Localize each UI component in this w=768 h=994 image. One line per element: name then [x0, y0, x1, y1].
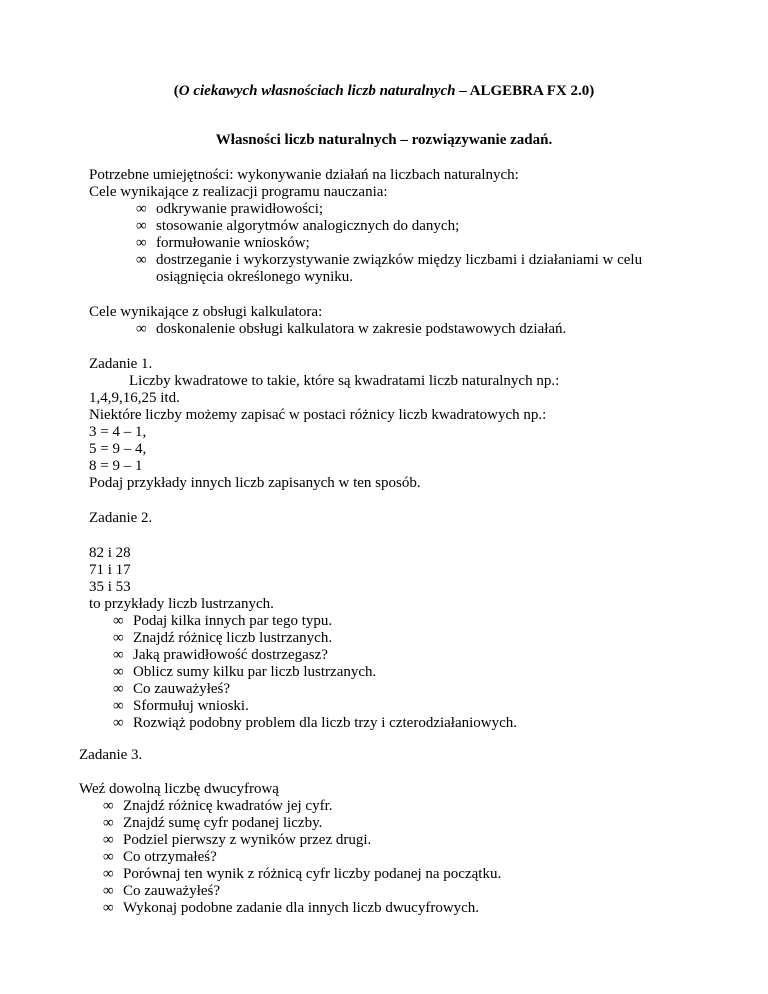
infinity-bullet-icon: ∞	[113, 715, 124, 731]
infinity-bullet-icon: ∞	[136, 252, 147, 268]
infinity-bullet-icon: ∞	[113, 630, 124, 646]
infinity-bullet-icon: ∞	[103, 883, 114, 899]
infinity-bullet-icon: ∞	[113, 698, 124, 714]
infinity-bullet-icon: ∞	[136, 235, 147, 251]
list-item: ∞ Znajdź różnicę liczb lustrzanych.	[113, 630, 333, 646]
list-item: ∞ dostrzeganie i wykorzystywanie związków między liczbami i działaniami w celu	[136, 252, 643, 268]
mirror-pair: 35 i 53	[89, 579, 131, 595]
infinity-bullet-icon: ∞	[136, 321, 147, 337]
list-item: ∞ Podaj kilka innych par tego typu.	[113, 613, 333, 629]
list-item: ∞ Znajdź sumę cyfr podanej liczby.	[103, 815, 323, 831]
list-item: ∞ Znajdź różnicę kwadratów jej cyfr.	[103, 798, 333, 814]
list-item: ∞ stosowanie algorytmów analogicznych do danych;	[136, 218, 460, 234]
document-title: (O ciekawych własnościach liczb naturalnych – ALGEBRA FX 2.0)	[173, 83, 595, 99]
goals-heading: Cele wynikające z realizacji programu nauczania:	[89, 184, 388, 200]
task1-line: Podaj przykłady innych liczb zapisanych w ten sposób.	[89, 475, 421, 491]
task1-line: 5 = 9 – 4,	[89, 441, 147, 457]
infinity-bullet-icon: ∞	[103, 832, 114, 848]
infinity-bullet-icon: ∞	[103, 798, 114, 814]
infinity-bullet-icon: ∞	[113, 664, 124, 680]
list-item: ∞ Podziel pierwszy z wyników przez drugi.	[103, 832, 372, 848]
infinity-bullet-icon: ∞	[113, 681, 124, 697]
infinity-bullet-icon: ∞	[103, 849, 114, 865]
task1-line: Niektóre liczby możemy zapisać w postaci różnicy liczb kwadratowych np.:	[89, 407, 547, 423]
list-item: ∞ formułowanie wniosków;	[136, 235, 310, 251]
task1-heading: Zadanie 1.	[89, 356, 153, 372]
list-item: ∞ Sformułuj wnioski.	[113, 698, 249, 714]
task1-line: 1,4,9,16,25 itd.	[89, 390, 180, 406]
task1-line: Liczby kwadratowe to takie, które są kwadratami liczb naturalnych np.:	[129, 373, 560, 389]
list-item: ∞ Jaką prawidłowość dostrzegasz?	[113, 647, 328, 663]
task2-heading: Zadanie 2.	[89, 510, 153, 526]
infinity-bullet-icon: ∞	[113, 613, 124, 629]
task3-heading: Zadanie 3.	[79, 747, 143, 763]
list-item: ∞ Rozwiąż podobny problem dla liczb trzy i czterodziałaniowych.	[113, 715, 518, 731]
infinity-bullet-icon: ∞	[103, 815, 114, 831]
list-item: ∞ Oblicz sumy kilku par liczb lustrzanych.	[113, 664, 377, 680]
document-subtitle: Własności liczb naturalnych – rozwiązywanie zadań.	[215, 132, 553, 148]
list-item: ∞ odkrywanie prawidłowości;	[136, 201, 324, 217]
list-item: ∞ doskonalenie obsługi kalkulatora w zakresie podstawowych działań.	[136, 321, 567, 337]
infinity-bullet-icon: ∞	[103, 866, 114, 882]
list-item: ∞ Co zauważyłeś?	[113, 681, 231, 697]
infinity-bullet-icon: ∞	[103, 900, 114, 916]
task3-intro: Weź dowolną liczbę dwucyfrową	[79, 781, 279, 797]
list-item: ∞ Porównaj ten wynik z różnicą cyfr liczby podanej na początku.	[103, 866, 502, 882]
infinity-bullet-icon: ∞	[136, 201, 147, 217]
mirror-pair: 71 i 17	[89, 562, 131, 578]
task2-caption: to przykłady liczb lustrzanych.	[89, 596, 274, 612]
task1-line: 8 = 9 – 1	[89, 458, 143, 474]
list-item-continuation: osiągnięcia określonego wyniku.	[156, 269, 354, 285]
list-item: ∞ Co otrzymałeś?	[103, 849, 217, 865]
list-item: ∞ Wykonaj podobne zadanie dla innych liczb dwucyfrowych.	[103, 900, 480, 916]
infinity-bullet-icon: ∞	[136, 218, 147, 234]
skills-line: Potrzebne umiejętności: wykonywanie działań na liczbach naturalnych:	[89, 167, 519, 183]
mirror-pair: 82 i 28	[89, 545, 131, 561]
calc-goals-heading: Cele wynikające z obsługi kalkulatora:	[89, 304, 323, 320]
task1-line: 3 = 4 – 1,	[89, 424, 147, 440]
list-item: ∞ Co zauważyłeś?	[103, 883, 221, 899]
infinity-bullet-icon: ∞	[113, 647, 124, 663]
